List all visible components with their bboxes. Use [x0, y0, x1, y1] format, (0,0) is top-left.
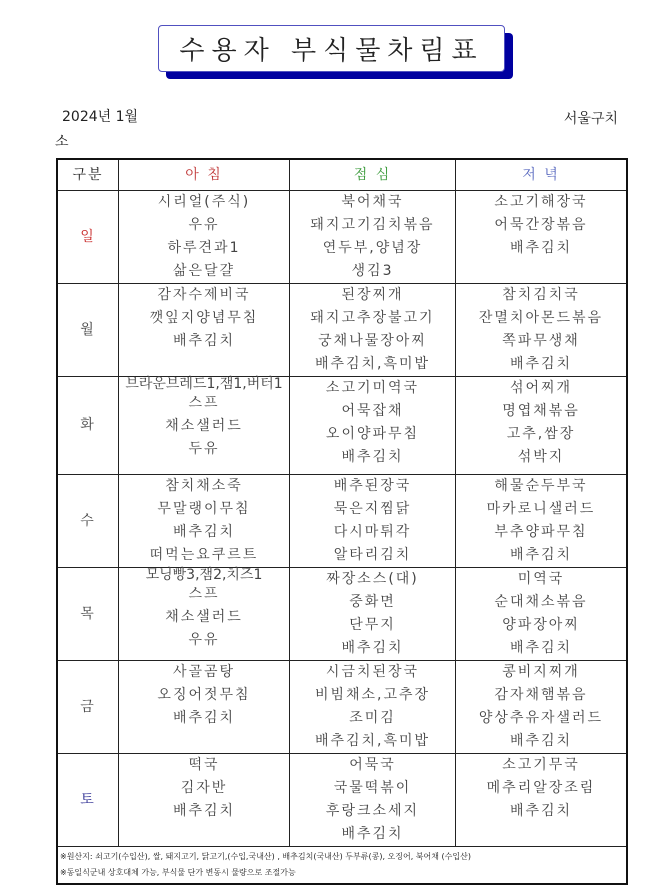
table-row: [57, 191, 627, 284]
menu-item: 어묵잡채: [341, 403, 404, 419]
dinner-cell: [456, 284, 628, 377]
menu-item: 궁채나물장아찌: [318, 333, 427, 349]
menu-item: 배추김치: [341, 449, 404, 465]
menu-item: 메추리알장조림: [486, 780, 596, 796]
lunch-cell: [290, 284, 456, 377]
menu-item: 우유: [188, 217, 220, 233]
breakfast-cell: [119, 377, 290, 475]
menu-item: 돼지고기김치볶음: [310, 217, 435, 233]
menu-item: 배추김치: [172, 524, 236, 540]
table-row: [57, 568, 627, 661]
menu-item: 비빔채소,고추장: [314, 687, 431, 703]
menu-item: 김자반: [180, 780, 228, 796]
menu-item: 해물순두부국: [494, 478, 588, 494]
menu-item: 미역국: [517, 571, 565, 587]
menu-item: 콩비지찌개: [502, 664, 580, 680]
menu-item: 잔멸치아몬드볶음: [478, 310, 604, 326]
footnote: ※원산지: 쇠고기(수입산), 쌀, 돼지고기, 닭고기,(수입,국내산) , 배추김치(국내산) 두부류(콩), 오징어, 북어채 (수입산): [60, 852, 471, 861]
menu-item: 양파장아찌: [502, 617, 580, 633]
day-cell: 화: [57, 377, 119, 475]
org-label: 서울구치: [563, 111, 618, 127]
menu-item: 사골곰탕: [172, 664, 236, 680]
menu-item: 오징어젓무침: [157, 687, 251, 703]
menu-item: 다시마튀각: [333, 524, 412, 540]
menu-item: 감자수제비국: [157, 287, 251, 303]
lunch-cell: [290, 475, 456, 568]
date-label: 2024년 1월: [62, 109, 139, 125]
footnote-cell: [57, 847, 627, 885]
menu-item: 배추김치: [509, 803, 573, 819]
header-breakfast: 아 침: [119, 159, 290, 191]
menu-item: 배추김치: [509, 240, 573, 256]
page-title: 수용자 부식물차림표: [158, 25, 505, 72]
menu-item: 북어채국: [341, 194, 404, 210]
table-row: [57, 661, 627, 754]
menu-item: 된장찌개: [341, 287, 404, 303]
breakfast-cell: [119, 754, 290, 847]
menu-item: 떠먹는요쿠르트: [149, 547, 259, 563]
header-day: 구분: [57, 159, 119, 191]
menu-item: 부추양파무침: [494, 524, 588, 540]
menu-item: 후랑크소세지: [325, 803, 420, 819]
menu-item: 스프: [188, 586, 220, 602]
menu-item: 쪽파무생채: [502, 333, 580, 349]
lunch-cell: [290, 754, 456, 847]
dinner-cell: [456, 191, 628, 284]
menu-item: 국물떡볶이: [333, 780, 412, 796]
dinner-cell: [456, 377, 628, 475]
day-cell: 수: [57, 475, 119, 568]
header-lunch: 점 심: [290, 159, 456, 191]
lunch-cell: [290, 568, 456, 661]
table-row: [57, 475, 627, 568]
menu-item: 양상추유자샐러드: [478, 710, 604, 726]
dinner-cell: [456, 568, 628, 661]
menu-item: 돼지고추장불고기: [310, 310, 435, 326]
lunch-cell: [290, 191, 456, 284]
breakfast-cell: [119, 284, 290, 377]
table-row: [57, 377, 627, 475]
menu-item: 섞어찌개: [509, 380, 573, 396]
day-cell: 금: [57, 661, 119, 754]
menu-item: 채소샐러드: [165, 418, 243, 434]
day-cell: 월: [57, 284, 119, 377]
menu-item: 조미김: [349, 710, 396, 726]
breakfast-cell: [119, 475, 290, 568]
menu-item: 배추김치: [509, 733, 573, 749]
breakfast-cell: [119, 661, 290, 754]
menu-item: 감자채햄볶음: [494, 687, 588, 703]
menu-item: 떡국: [188, 757, 220, 773]
dinner-cell: [456, 475, 628, 568]
lunch-cell: [290, 377, 456, 475]
menu-item: 참치채소죽: [165, 478, 243, 494]
header-row: [57, 159, 627, 191]
menu-item: 중화면: [349, 594, 396, 610]
menu-item: 단무지: [349, 617, 396, 633]
menu-item: 모닝빵3,잼2,치즈1: [145, 567, 263, 583]
dinner-cell: [456, 754, 628, 847]
menu-item: 오이양파무침: [325, 426, 420, 442]
day-cell: 일: [57, 191, 119, 284]
menu-item: 짜장소스(대): [326, 571, 419, 587]
menu-item: 섞박지: [517, 449, 565, 465]
lunch-cell: [290, 661, 456, 754]
menu-item: 하루견과1: [167, 240, 241, 256]
menu-item: 알타리김치: [333, 547, 412, 563]
menu-item: 배추김치: [341, 640, 404, 656]
menu-item: 명엽채볶음: [502, 403, 580, 419]
menu-item: 배추김치: [509, 640, 573, 656]
menu-item: 채소샐러드: [165, 609, 243, 625]
day-cell: 목: [57, 568, 119, 661]
menu-item: 어묵국: [349, 757, 396, 773]
menu-item: 배추김치: [341, 826, 404, 842]
day-cell: 토: [57, 754, 119, 847]
menu-item: 배추김치: [172, 710, 236, 726]
menu-item: 배추김치,흑미밥: [314, 356, 431, 372]
menu-item: 연두부,양념장: [322, 240, 423, 256]
menu-item: 순대채소볶음: [494, 594, 588, 610]
header-dinner: 저 녁: [456, 159, 628, 191]
menu-item: 배추김치: [509, 547, 573, 563]
menu-item: 무말랭이무침: [157, 501, 251, 517]
menu-item: 배추김치: [172, 803, 236, 819]
menu-item: 두유: [188, 441, 220, 457]
table-row: [57, 754, 627, 847]
menu-item: 마카로니샐러드: [486, 501, 596, 517]
menu-item: 깻잎지양념무침: [149, 310, 259, 326]
dinner-cell: [456, 661, 628, 754]
menu-item: 배추된장국: [333, 478, 412, 494]
org-label-wrap: 소: [55, 134, 69, 150]
menu-item: 참치김치국: [502, 287, 580, 303]
menu-item: 묵은지찜닭: [333, 501, 412, 517]
menu-item: 시리얼(주식): [157, 194, 251, 210]
menu-item: 소고기해장국: [494, 194, 588, 210]
breakfast-cell: [119, 568, 290, 661]
menu-item: 소고기무국: [502, 757, 580, 773]
table-row: [57, 284, 627, 377]
menu-item: 생김3: [351, 263, 394, 279]
menu-item: 우유: [188, 632, 220, 648]
menu-item: 배추김치,흑미밥: [314, 733, 431, 749]
menu-item: 삶은달걀: [172, 263, 236, 279]
footnote: ※동일식군내 상호대체 가능, 부식물 단가 변동시 물량으로 조절가능: [60, 868, 296, 877]
menu-item: 스프: [188, 395, 220, 411]
menu-item: 브라운브레드1,잼1,버터1: [125, 376, 283, 392]
menu-item: 배추김치: [509, 356, 573, 372]
menu-item: 배추김치: [172, 333, 236, 349]
footnote-row: [57, 847, 627, 885]
menu-item: 소고기미역국: [325, 380, 420, 396]
menu-item: 고추,쌈장: [506, 426, 576, 442]
menu-item: 시금치된장국: [325, 664, 420, 680]
menu-item: 어묵간장볶음: [494, 217, 588, 233]
menu-table: [56, 158, 628, 885]
breakfast-cell: [119, 191, 290, 284]
